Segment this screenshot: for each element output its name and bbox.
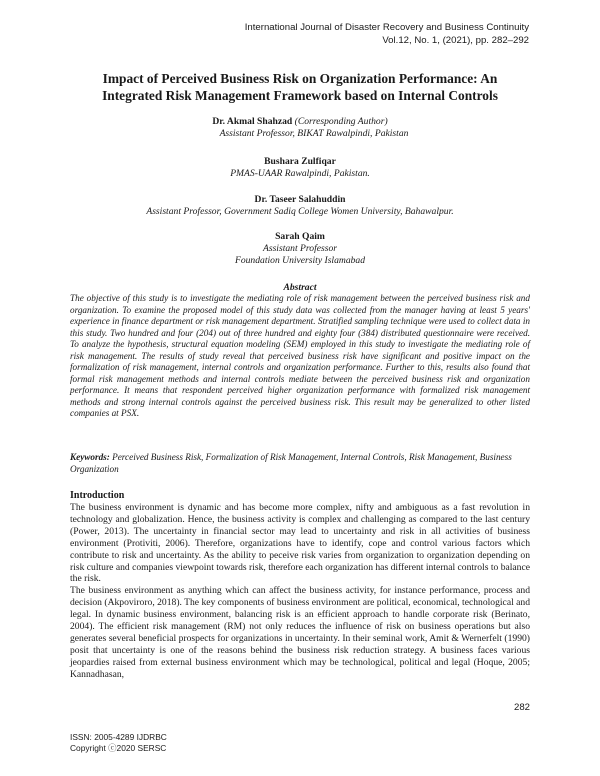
journal-name: International Journal of Disaster Recovery and Business Continuity — [244, 22, 529, 33]
author-affiliation: Assistant Professor — [262, 243, 337, 255]
issn: ISSN: 2005-4289 IJDRBC — [70, 732, 167, 742]
author-name: Sarah Qaim — [275, 231, 325, 242]
abstract-body: The objective of this study is to investigate the mediating role of risk management between the perceived business risk and organization. To examine the proposed model of this study data was collected from the manager having at least 5 years' experience in finance department or risk management department. Stratified sampling technique were used to collect data in this study. Two hundred and four (204) out of three hundred and eighty four (384) distributed questionnaire were received. To analyze the hypothesis, structural equation modeling (SEM) employed in this study to investigate the mediating role of risk management. The results of study reveal that perceived business risk have significant and positive impact on the formalization of risk management, internal controls and organization performance. Further to this, results also found that formal risk management methods and internal controls mediate between the perceived business risk and organization performance. It means that respondent perceived higher organization performance with formalized risk management methods and strong internal controls against the perceived business risk. This result may be generalized to other listed companies at PSX. — [70, 293, 530, 418]
introduction-body — [70, 502, 530, 681]
paper-title — [70, 70, 530, 104]
page-footer — [70, 732, 167, 754]
copyright: Copyright ⓒ2020 SERSC — [70, 743, 167, 753]
title-line-1: Impact of Perceived Business Risk on Organization Performance: An — [102, 71, 498, 86]
author-block-1 — [70, 116, 530, 140]
keywords-label: Keywords: — [70, 452, 110, 462]
author-affiliation: PMAS-UAAR Rawalpindi, Pakistan. — [230, 168, 370, 180]
section-heading-introduction: Introduction — [70, 490, 125, 501]
title-line-2: Integrated Risk Management Framework based on Internal Controls — [102, 88, 498, 103]
paragraph: The business environment as anything which can affect the business activity, for instance performance, process and decision (Akpoviroro, 2018). The key components of business environment are political, economical, technological and legal. In dynamic business environment, balancing risk is an efficient approach to handle corporate risk (Berinato, 2004). The efficient risk management (RM) not only reduces the influence of risk on business operations but also generates several beneficial prospects for organizations in uncertainty. In their seminal work, Amit & Wernerfelt (1990) posit that uncertainty is one of the reasons behind the business risk reduction strategy. A business faces various jeopardies raised from external business environment which may be technological, political and legal (Hoque, 2005; Kannadhasan, — [70, 585, 530, 680]
paragraph: The business environment is dynamic and has become more complex, nifty and ambiguous as a fast revolution in technology and globalization. Hence, the business activity is complex and challenging as compared to the last century (Power, 2013). The uncertainty in financial sector may lead to uncertainty and risk in all activities of business environment (Protiviti, 2006). Therefore, organizations have to identify, cope and control various factors which contribute to risk and uncertainty. As the ability to peceive risk varies from organization to organization depending on risk culture and companies viewpoint towards risk, therefore each organization has different internal controls to balance the risk. — [70, 502, 530, 585]
page-number: 282 — [513, 702, 530, 713]
keywords-text: Perceived Business Risk, Formalization of Risk Management, Internal Controls, Risk Management, Business Organization — [70, 452, 512, 474]
author-affiliation-2: Foundation University Islamabad — [234, 255, 366, 267]
author-name: Dr. Taseer Salahuddin — [254, 194, 346, 205]
journal-volume: Vol.12, No. 1, (2021), pp. 282–292 — [382, 34, 529, 46]
author-affiliation: Assistant Professor, BIKAT Rawalpindi, Pakistan — [219, 128, 409, 140]
journal-header — [109, 22, 529, 47]
author-name: Bushara Zulfiqar — [264, 156, 336, 167]
abstract-heading: Abstract — [283, 282, 317, 293]
author-block-2 — [70, 156, 530, 180]
author-block-4 — [70, 231, 530, 268]
author-note: (Corresponding Author) — [294, 116, 388, 127]
keywords — [70, 452, 530, 475]
author-block-3 — [70, 194, 530, 218]
author-name: Dr. Akmal Shahzad — [212, 116, 293, 127]
author-affiliation: Assistant Professor, Government Sadiq College Women University, Bahawalpur. — [146, 206, 454, 218]
